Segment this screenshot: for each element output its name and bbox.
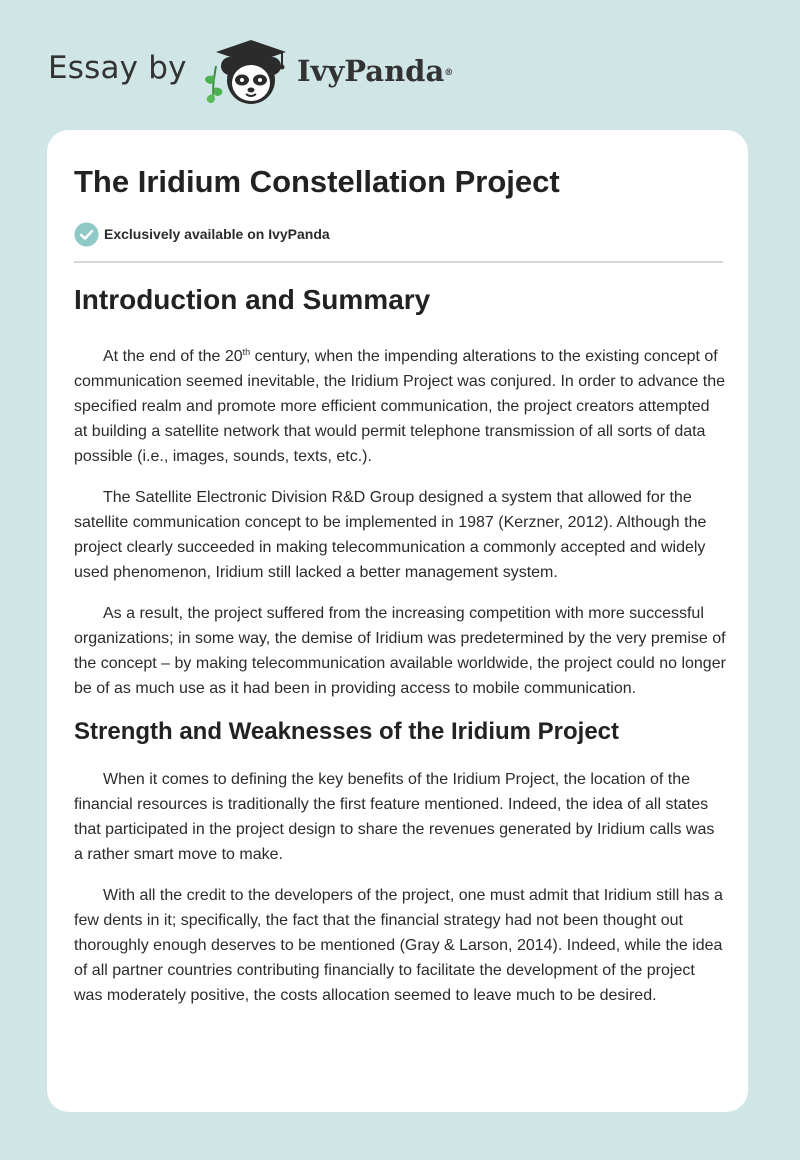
paragraph: As a result, the project suffered from the increasing competition with more successful organizations; in some way, the demise of Iridium was predetermined by the very premise of the concept – by making telecommunication available worldwide, the project could no longer be of as much use as it had been in providing access to mobile communication. [74, 605, 726, 697]
check-circle-icon [74, 222, 99, 247]
brand-name[interactable]: IvyPanda® [297, 54, 454, 88]
paragraph: The Satellite Electronic Division R&D Group designed a system that allowed for the satellite communication concept to be implemented in 1987 (Kerzner, 2012). Although the project clearly succeeded in making telecommunication a commonly accepted and widely used phenomenon, Iridium still lacked a better management system. [74, 489, 707, 581]
essay-by-label: Essay by [48, 50, 187, 86]
exclusive-badge-label: Exclusively available on IvyPanda [104, 226, 330, 242]
paragraph: At the end of the 20th century, when the impending alterations to the existing concept of communication seemed inevitable, the Iridium Project was conjured. In order to advance the specified realm and promote more efficient communication, the project creators attempted at building a satellite network that would permit telephone transmission of all sorts of data possible (i.e., images, sounds, texts, etc.). [74, 347, 726, 465]
title-divider [74, 261, 723, 263]
exclusive-badge [74, 221, 330, 247]
registered-mark: ® [444, 68, 454, 78]
paragraph: With all the credit to the developers of the project, one must admit that Iridium still has a few dents in it; specifically, the fact that the financial strategy had not been thought out thoroughly enough deserves to be mentioned (Gray & Larson, 2014). Indeed, while the idea of all partner countries contributing financially to facilitate the development of the project was moderately positive, the costs allocation seemed to leave much to be desired. [74, 887, 723, 1004]
paragraph: When it comes to defining the key benefits of the Iridium Project, the location of the financial resources is traditionally the first feature mentioned. Indeed, the idea of all states that participated in the project design to share the revenues generated by Iridium calls was a rather smart move to make. [74, 771, 715, 863]
panda-graduate-icon [198, 36, 294, 108]
site-header [0, 0, 800, 128]
article-body [74, 282, 726, 1024]
section-heading-strength-weaknesses: Strength and Weaknesses of the Iridium Project [74, 718, 620, 745]
article-title: The Iridium Constellation Project [74, 164, 560, 199]
section-heading-introduction: Introduction and Summary [74, 284, 431, 315]
article-card [47, 130, 748, 1112]
